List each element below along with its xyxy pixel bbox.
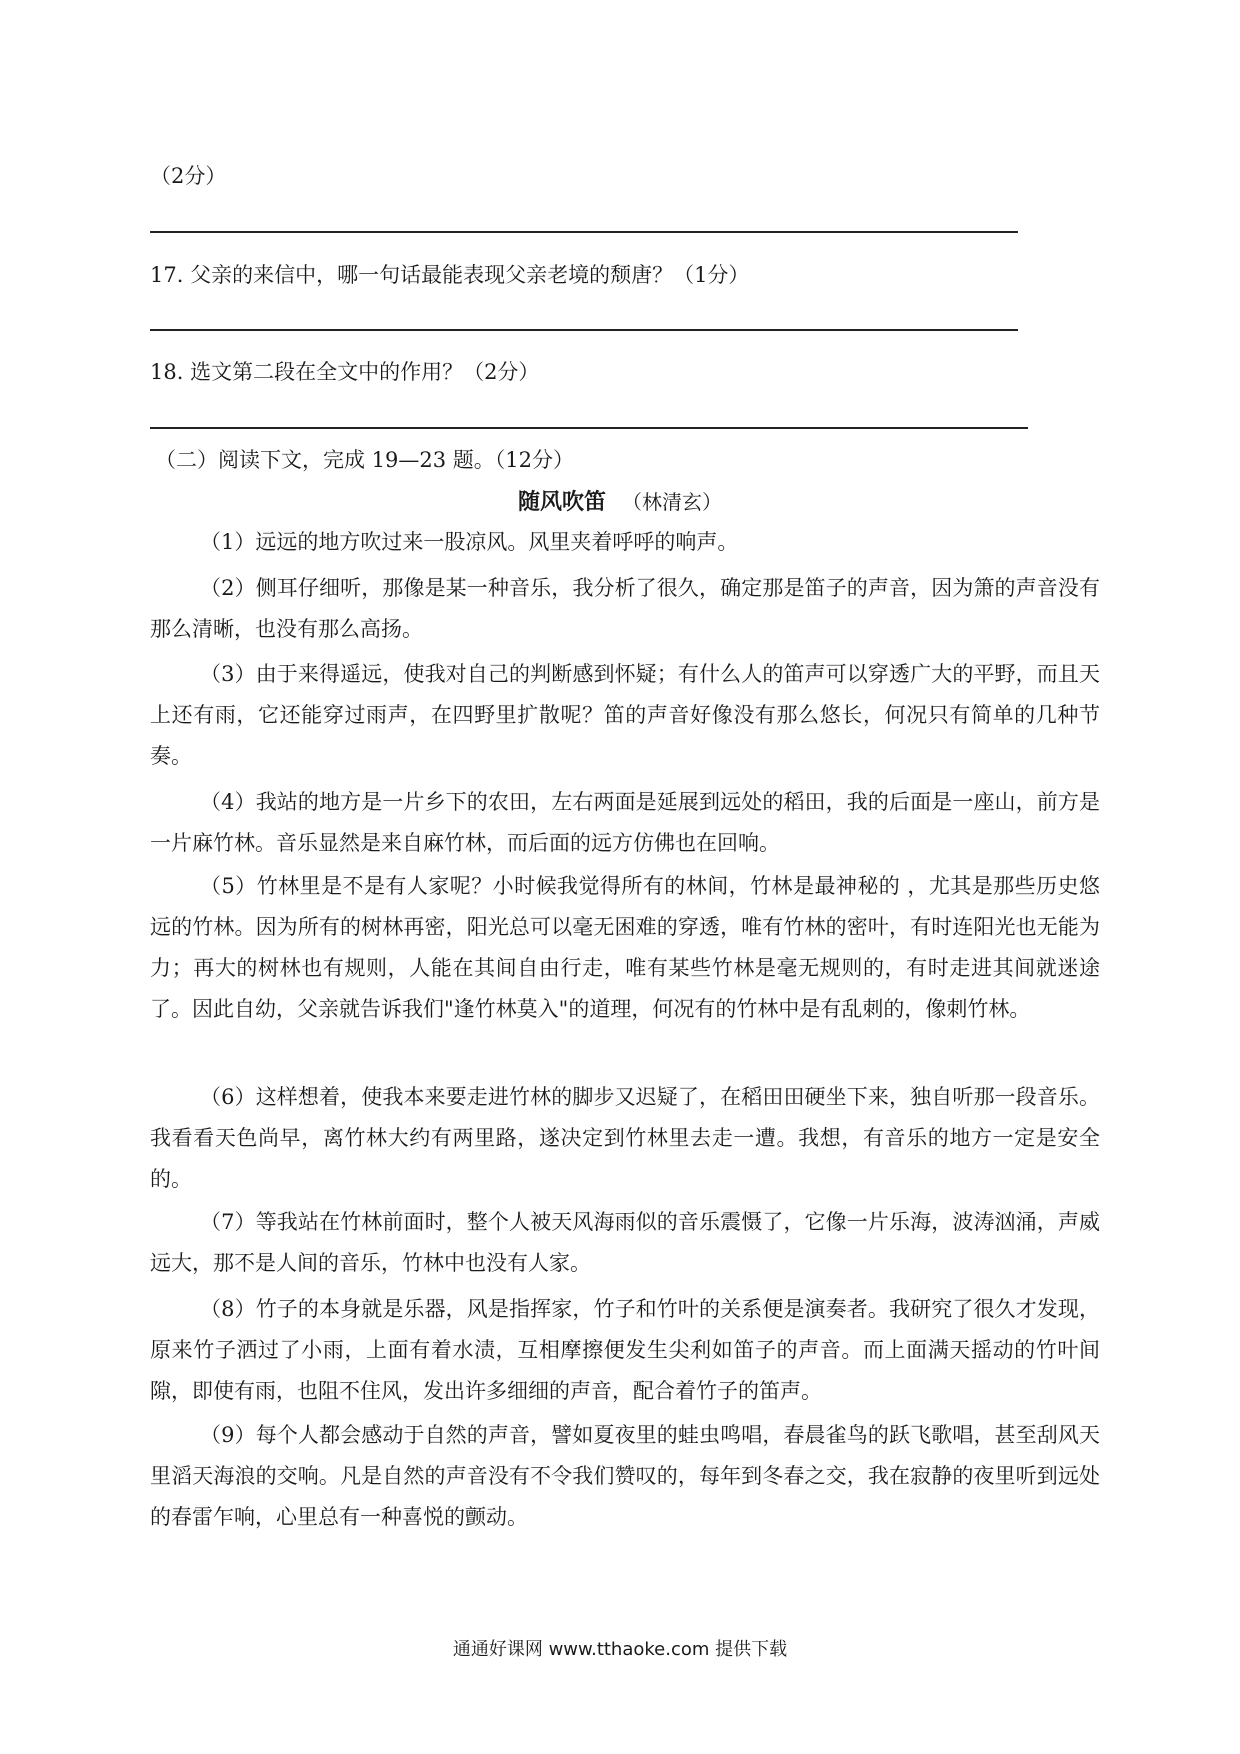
paragraph-1: （1）远远的地方吹过来一股凉风。风里夹着呼呼的响声。: [200, 530, 739, 554]
passage-author: （林清玄）: [622, 490, 722, 514]
section-header: （二）阅读下文，完成 19—23 题。（12分）: [155, 448, 575, 472]
paragraph-4: （4）我站的地方是一片乡下的农田，左右两面是延展到远处的稻田，我的后面是一座山，前方是一片麻竹林。音乐显然是来自麻竹林，而后面的远方仿佛也在回响。: [150, 790, 1100, 855]
paragraph-2: （2）侧耳仔细听，那像是某一种音乐，我分析了很久，确定那是笛子的声音，因为箫的声音没有那么清晰，也没有那么高扬。: [150, 576, 1100, 641]
answer-line-18: [150, 427, 1028, 429]
question-17: 17. 父亲的来信中，哪一句话最能表现父亲老境的颓唐？（1分）: [150, 263, 750, 287]
paragraph-7: （7）等我站在竹林前面时，整个人被天风海雨似的音乐震慑了，它像一片乐海，波涛汹涌，声威远大，那不是人间的音乐，竹林中也没有人家。: [150, 1210, 1100, 1275]
paragraph-3: （3）由于来得遥远，使我对自己的判断感到怀疑；有什么人的笛声可以穿透广大的平野，而且天上还有雨，它还能穿过雨声，在四野里扩散呢？笛的声音好像没有那么悠长，何况只有简单的几种节奏。: [150, 662, 1100, 768]
passage-title: 随风吹笛: [518, 489, 607, 515]
paragraph-5: （5）竹林里是不是有人家呢？小时候我觉得所有的林间，竹林是最神秘的 ，尤其是那些历史悠远的竹林。因为所有的树林再密，阳光总可以毫无困难的穿透，唯有竹林的密叶，有时连阳光也无能为力；再大的树林也有规则，人能在其间自由行走，唯有某些竹林是毫无规则的，有时走进其间就迷途了。因此自幼，父亲就告诉我们"逢竹林莫入"的道理，何况有的竹林中是有乱刺的，像刺竹林。: [150, 874, 1100, 1021]
page-footer: 通通好课网 www.tthaoke.com 提供下载: [452, 1639, 788, 1660]
paragraph-6: （6）这样想着，使我本来要走进竹林的脚步又迟疑了，在稻田田硬坐下来，独自听那一段音乐。我看看天色尚早，离竹林大约有两里路，遂决定到竹林里去走一遭。我想，有音乐的地方一定是安全的。: [150, 1085, 1100, 1191]
answer-line-17: [150, 329, 1018, 331]
question-18: 18. 选文第二段在全文中的作用？（2分）: [150, 360, 540, 384]
answer-line-16: [150, 231, 1018, 233]
paragraph-9: （9）每个人都会感动于自然的声音，譬如夏夜里的蛙虫鸣唱，春晨雀鸟的跃飞歌唱，甚至刮风天里滔天海浪的交响。凡是自然的声音没有不令我们赞叹的，每年到冬春之交，我在寂静的夜里听到远处的春雷乍响，心里总有一种喜悦的颤动。: [150, 1423, 1100, 1529]
q16-score: （2分）: [150, 164, 227, 188]
paragraph-8: （8）竹子的本身就是乐器，风是指挥家，竹子和竹叶的关系便是演奏者。我研究了很久才发现，原来竹子洒过了小雨，上面有着水渍，互相摩擦便发生尖利如笛子的声音。而上面满天摇动的竹叶间隙，即使有雨，也阻不住风，发出许多细细的声音，配合着竹子的笛声。: [150, 1297, 1100, 1403]
